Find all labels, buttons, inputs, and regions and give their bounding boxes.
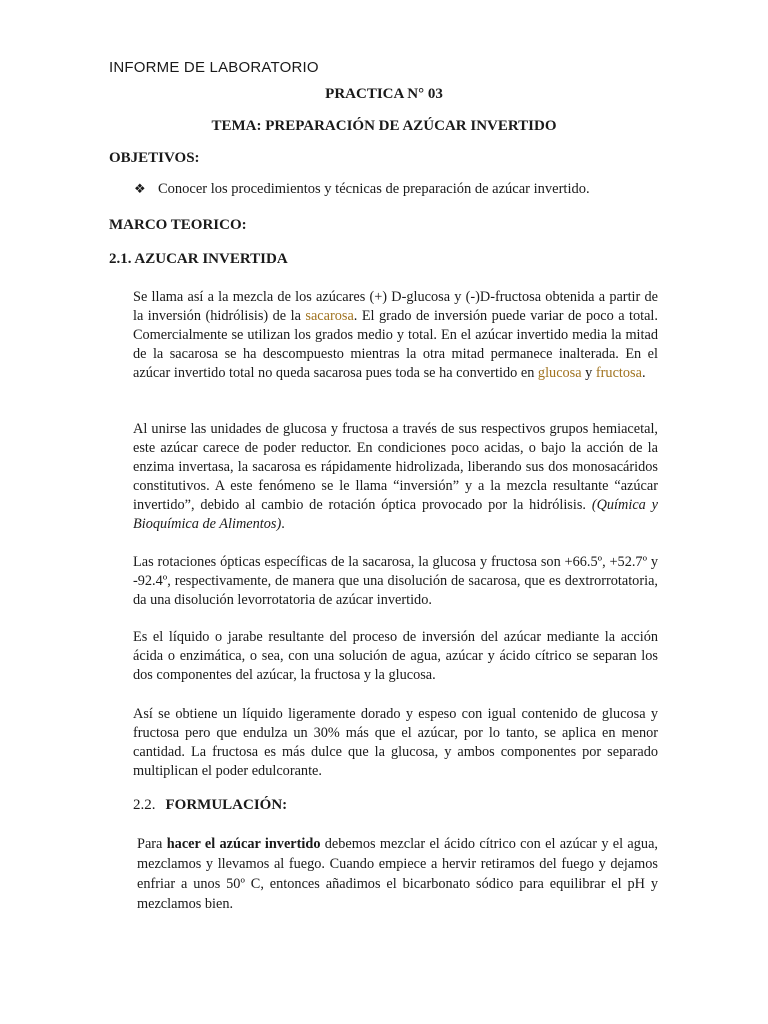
section-22-number: 2.2. (133, 797, 156, 813)
section-22-paragraph (137, 834, 658, 914)
section-21-paragraph-3: Las rotaciones ópticas específicas de la sacarosa, la glucosa y fructosa son +66.5º, +52.7º y -92.4º, respectivamente, de manera que una disolución de sacarosa, que es dextrorrotatoria, da una disolución levorrotatoria de azúcar invertido. (133, 554, 658, 608)
text-run: Para (137, 836, 167, 852)
text-run: . (641, 365, 646, 381)
section-22-title: FORMULACIÓN: (165, 797, 288, 813)
section-21-paragraph-4: Es el líquido o jarabe resultante del proceso de inversión del azúcar mediante la acción ácida o enzimática, o sea, con una solución de agua, azúcar y ácido cítrico se separan los dos componentes del azúcar, la fructosa y la glucosa. (133, 629, 658, 683)
objective-item (134, 181, 590, 198)
text-run: Se llama así a la mezcla de los azúcares (+) D-glucosa y (-)D-fructosa obtenida a partir de la inversión (hidrólisis) de la (133, 289, 658, 324)
citation: (Química y Bioquímica de Alimentos) (133, 497, 658, 532)
text-run: . El grado de inversión puede variar de poco a total. Comercialmente se utilizan los grados medio y total. En el azúcar invertido media la mitad de la sacarosa se ha descompuesto mientras la otra mitad permanece inalterada. En el azúcar invertido total no queda sacarosa pues toda se ha convertido en (133, 308, 658, 381)
objective-text: Conocer los procedimientos y técnicas de preparación de azúcar invertido. (158, 181, 590, 197)
diamond-bullet-icon: ❖ (134, 182, 146, 197)
text-run: . (281, 516, 285, 532)
text-run: Al unirse las unidades de glucosa y fructosa a través de sus respectivos grupos hemiacetal, este azúcar carece de poder reductor. En condiciones poco acidas, o bajo la acción de la enzima invertasa, la sacarosa es rápidamente hidrolizada, liberando sus dos monosacáridos constitutivos. A este fenómeno se le llama “inversión” y a la mezcla resultante “azúcar invertido”, debido al cambio de rotación óptica provocado por la hidrólisis. (133, 421, 658, 513)
section-21-paragraph-1 (133, 288, 658, 383)
text-run: debemos mezclar el ácido cítrico con el azúcar y el agua, mezclamos y llevamos al fuego. Cuando empiece a hervir retiramos del fuego y dejamos enfriar a unos 50º C, entonces añadimos el bicarbonato sódico para equilibrar el pH y mezclamos bien. (137, 836, 658, 912)
text-run: y (581, 365, 596, 381)
framework-heading: MARCO TEORICO: (109, 217, 247, 233)
objectives-heading: OBJETIVOS: (109, 150, 200, 166)
practice-number: PRACTICA N° 03 (325, 86, 443, 102)
section-22-heading (133, 797, 287, 814)
glucosa-link[interactable]: glucosa (537, 365, 582, 381)
bold-phrase: hacer el azúcar invertido (166, 836, 321, 852)
section-21-paragraph-2 (133, 420, 658, 534)
fructosa-link[interactable]: fructosa (595, 365, 642, 381)
report-title: INFORME DE LABORATORIO (109, 59, 319, 76)
section-21-heading: 2.1. AZUCAR INVERTIDA (109, 251, 288, 267)
topic-title: TEMA: PREPARACIÓN DE AZÚCAR INVERTIDO (211, 118, 557, 134)
sacarosa-link[interactable]: sacarosa (305, 308, 354, 324)
section-21-paragraph-5: Así se obtiene un líquido ligeramente dorado y espeso con igual contenido de glucosa y fructosa pero que endulza un 30% más que el azúcar, por lo tanto, se aplica en menor cantidad. La fructosa es más dulce que la glucosa, y ambos componentes por separado multiplican el poder edulcorante. (133, 706, 658, 779)
